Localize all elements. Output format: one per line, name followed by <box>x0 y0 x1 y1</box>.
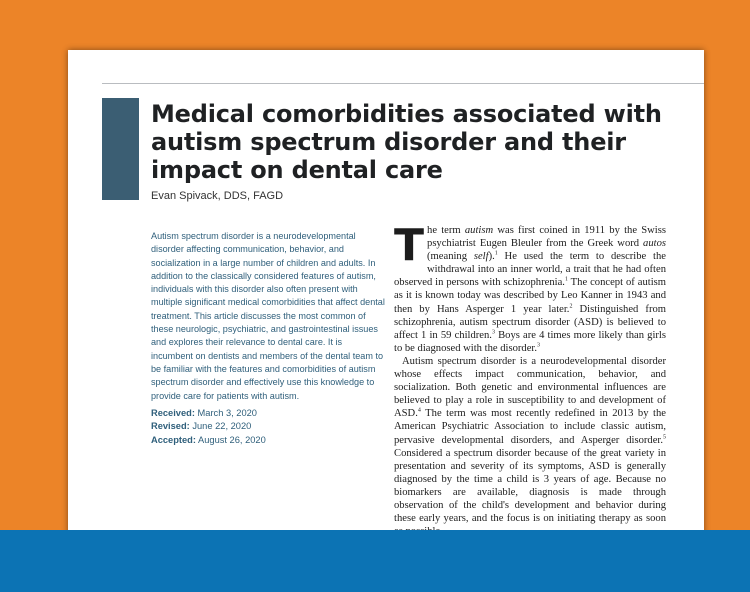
citation-ref: 3 <box>491 329 495 336</box>
accepted-value: August 26, 2020 <box>198 434 266 445</box>
body-text: He used the term to describe the withdrawal into an inner world, a trait that he had often observed in persons with schizophrenia. <box>394 251 666 289</box>
article-author: Evan Spivack, DDS, FAGD <box>151 190 284 202</box>
citation-ref: 1 <box>564 276 568 283</box>
revised-value: June 22, 2020 <box>192 421 252 432</box>
citation-ref: 5 <box>663 433 666 440</box>
body-text: Considered a spectrum disorder because of the great variety in presentation and severity of its symptoms, ASD is generally diagnosed by the time a child is 3 years of age. Because no biomarkers are available, diagnosis is made through observation of the child's development and behavior during these early years, and the focus is on initiating therapy as soon <box>394 447 666 525</box>
citation-ref: 2 <box>569 303 573 310</box>
article-title: Medical comorbidities associated with autism spectrum disorder and their impact on dental care <box>151 100 662 184</box>
citation-ref: 1 <box>494 250 498 257</box>
article-abstract: Autism spectrum disorder is a neurodevelopmental disorder affecting communication, behavior, and socialization in a large number of children and adults. In addition to the classically considered features of autism, individuals with this disorder also often present with multiple significant medical comorbidities that affect dental treatment. This article discusses the most common of these neurologic, psychiatric, and gastrointestinal issues and explores their relevance to dental care. It is incumbent on dentists and members of the dental team to be familiar with the features and comorbidities of autism spectrum disorder and effectively use this knowledge to provide care for patients with autism. <box>151 231 385 401</box>
article-dates <box>151 407 386 447</box>
received-date <box>151 407 386 420</box>
received-value: March 3, 2020 <box>197 408 257 418</box>
article-body <box>394 220 667 551</box>
body-text: ). <box>488 251 495 263</box>
article-page <box>68 50 704 570</box>
body-text: The term was most recently redefined in 2013 by the American Psychiatric Association to include classic autism, pervasive developmental disorders, and Asperger disorder. <box>394 408 666 446</box>
body-text: (meaning <box>427 251 474 263</box>
body-emphasis: autos <box>643 238 666 250</box>
body-text: The concept of autism as it is known today was described by Leo Kanner in 1943 and then by Hans Asperger 1 year later. <box>394 277 666 315</box>
citation-ref: 3 <box>537 342 540 349</box>
body-text: was first coined in 1911 by the Swiss psychiatrist Eugen Bleuler from the Greek word <box>427 225 666 250</box>
footer-band <box>0 530 750 592</box>
title-accent-bar <box>102 98 139 200</box>
received-label: Received: <box>151 408 195 418</box>
accepted-date <box>151 434 386 447</box>
body-text: Distinguished from schizophrenia, autism spectrum disorder (ASD) is believed to affect 1 in 59 children. <box>394 303 667 341</box>
body-text: Autism spectrum disorder is a neurodevelopmental disorder whose effects impact communication, behavior, and socialization. Both genetic and environmental influences are believed to play a role in susceptibility to and development of ASD. <box>394 355 666 420</box>
citation-ref: 4 <box>417 407 421 414</box>
header-rule <box>102 83 704 84</box>
body-emphasis: self <box>473 251 489 263</box>
body-text: he term <box>427 225 465 236</box>
body-paragraph <box>394 355 666 538</box>
accepted-label: Accepted: <box>151 434 196 445</box>
body-paragraph <box>394 220 667 355</box>
drop-cap: T <box>394 220 425 271</box>
body-emphasis: autism <box>464 225 494 236</box>
revised-date <box>151 420 386 433</box>
revised-label: Revised: <box>151 421 190 432</box>
body-text: Boys are 4 times more likely than girls to be diagnosed with the disorder. <box>394 329 667 354</box>
